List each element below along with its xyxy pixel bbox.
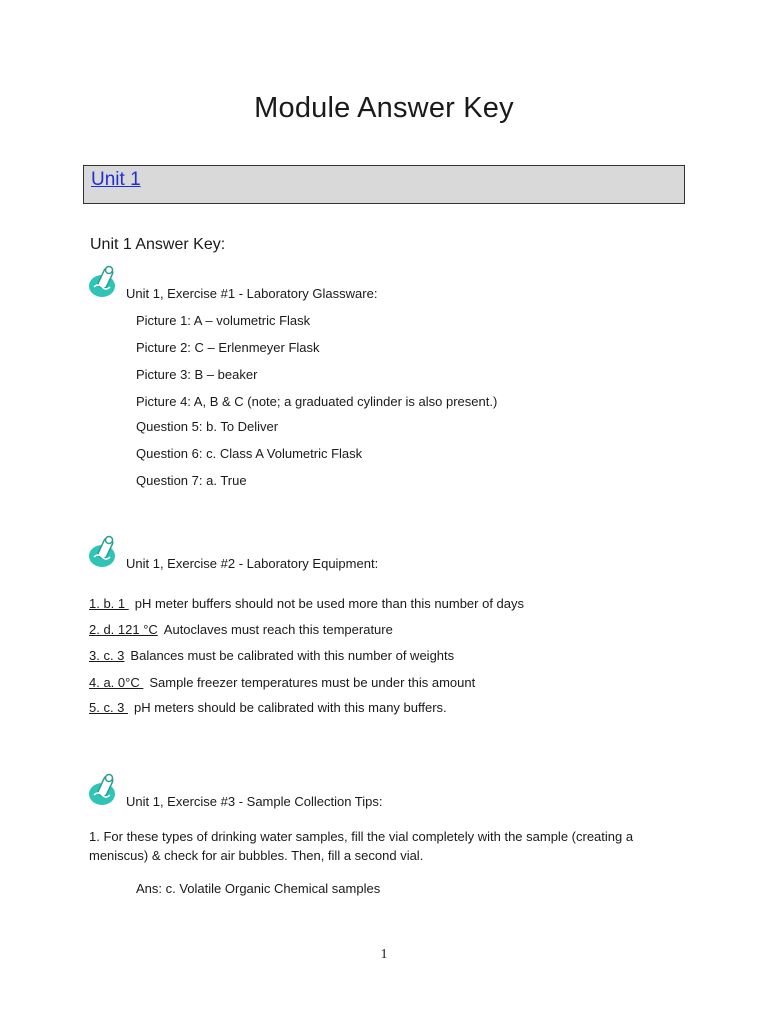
unit-header-box (83, 165, 685, 204)
equipment-answer: 3. c. 3 (89, 648, 125, 663)
exercise-3-answer: Ans: c. Volatile Organic Chemical samples (136, 881, 381, 896)
equipment-answer: 1. b. 1 (89, 596, 129, 611)
equipment-question: pH meters should be calibrated with this many buffers. (134, 700, 447, 715)
exercise-1-answer: Question 6: c. Class A Volumetric Flask (136, 446, 363, 461)
unit-1-link[interactable]: Unit 1 (91, 169, 141, 190)
equipment-item (89, 622, 393, 637)
equipment-answer: 4. a. 0°C (89, 675, 144, 690)
key-icon (88, 535, 120, 569)
exercise-1-answer: Question 5: b. To Deliver (136, 419, 279, 434)
equipment-question: Balances must be calibrated with this number of weights (130, 648, 455, 663)
exercise-1-answer: Picture 2: C – Erlenmeyer Flask (136, 340, 320, 355)
equipment-item (89, 700, 447, 715)
exercise-3-question: 1. For these types of drinking water samples, fill the vial completely with the sample (creating a meniscus) & check for air bubbles. Then, fill a second vial. (89, 829, 634, 863)
page-title: Module Answer Key (254, 92, 514, 124)
equipment-question: Sample freezer temperatures must be under this amount (149, 675, 476, 690)
exercise-2-title: Unit 1, Exercise #2 - Laboratory Equipment: (126, 556, 379, 571)
exercise-1-answer: Picture 3: B – beaker (136, 367, 258, 382)
page-number: 1 (380, 947, 388, 962)
exercise-1-answer: Picture 4: A, B & C (note; a graduated cylinder is also present.) (136, 394, 498, 409)
exercise-1-answer: Picture 1: A – volumetric Flask (136, 313, 311, 328)
exercise-1-answer: Question 7: a. True (136, 473, 247, 488)
equipment-answer: 5. c. 3 (89, 700, 129, 715)
equipment-answer: 2. d. 121 °C (89, 622, 158, 637)
exercise-1-title: Unit 1, Exercise #1 - Laboratory Glassware: (126, 286, 378, 301)
equipment-item (89, 648, 454, 663)
equipment-item (89, 596, 524, 611)
answer-key-heading: Unit 1 Answer Key: (90, 236, 226, 253)
equipment-question: pH meter buffers should not be used more than this number of days (134, 596, 525, 611)
equipment-item (89, 675, 475, 690)
key-icon (88, 773, 120, 807)
exercise-3-title: Unit 1, Exercise #3 - Sample Collection Tips: (126, 794, 383, 809)
equipment-question: Autoclaves must reach this temperature (163, 622, 393, 637)
key-icon (88, 265, 120, 299)
